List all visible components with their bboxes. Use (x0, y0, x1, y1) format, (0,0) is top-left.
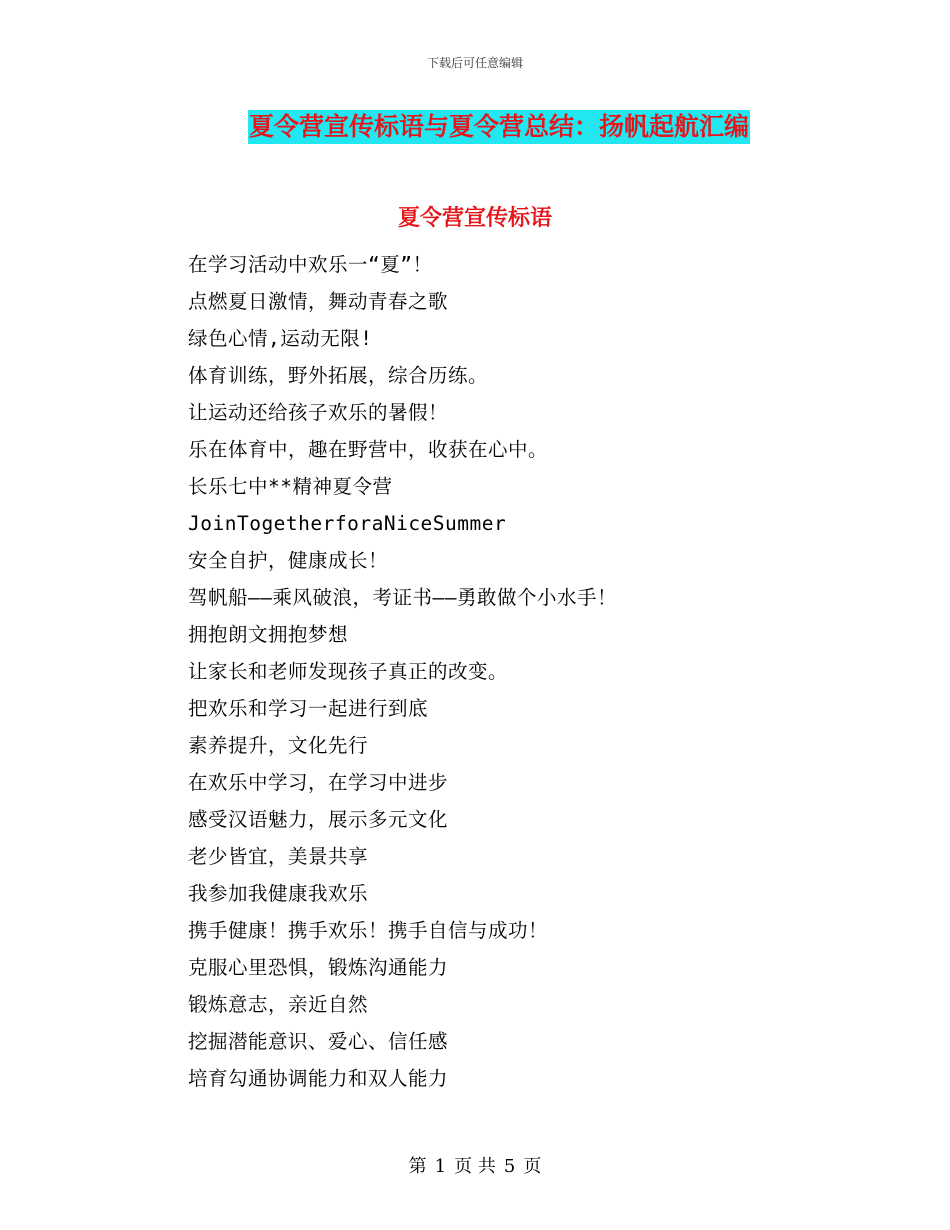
slogan-line: 乐在体育中，趣在野营中，收获在心中。 (188, 438, 549, 461)
slogan-line: 把欢乐和学习一起进行到底 (188, 697, 429, 720)
footer-middle: 页 共 (454, 1156, 496, 1177)
slogan-line: 我参加我健康我欢乐 (188, 882, 369, 905)
slogan-line: 长乐七中**精神夏令营 (188, 475, 393, 498)
main-title-container (0, 110, 950, 144)
slogan-line: 驾帆船——乘风破浪，考证书——勇敢做个小水手！ (188, 586, 617, 609)
slogan-line: 绿色心情,运动无限! (188, 327, 373, 350)
page-footer (0, 1152, 950, 1178)
header-note: 下载后可任意编辑 (426, 56, 523, 70)
slogan-line: 素养提升，文化先行 (188, 734, 369, 757)
main-title: 夏令营宣传标语与夏令营总结：扬帆起航汇编 (248, 110, 750, 144)
slogan-line: 克服心里恐惧，锻炼沟通能力 (188, 956, 449, 979)
slogan-line: 携手健康！携手欢乐！携手自信与成功！ (188, 919, 549, 942)
slogan-line: 感受汉语魅力，展示多元文化 (188, 808, 449, 831)
slogan-list (188, 250, 617, 1101)
footer-suffix: 页 (523, 1156, 542, 1177)
slogan-line: 在欢乐中学习，在学习中进步 (188, 771, 449, 794)
slogan-line: 体育训练，野外拓展，综合历练。 (188, 364, 489, 387)
slogan-line: 点燃夏日激情，舞动青春之歌 (188, 290, 449, 313)
section-title: 夏令营宣传标语 (397, 205, 552, 231)
slogan-line: 锻炼意志，亲近自然 (188, 993, 369, 1016)
slogan-line: JoinTogetherforaNiceSummer (188, 512, 507, 535)
slogan-line: 安全自护，健康成长！ (188, 549, 389, 572)
footer-total-pages: 5 (503, 1156, 516, 1177)
slogan-line: 让运动还给孩子欢乐的暑假！ (188, 401, 449, 424)
slogan-line: 培育勾通协调能力和双人能力 (188, 1067, 449, 1090)
slogan-line: 在学习活动中欢乐一“夏”！ (188, 253, 433, 276)
slogan-line: 老少皆宜，美景共享 (188, 845, 369, 868)
slogan-line: 挖掘潜能意识、爱心、信任感 (188, 1030, 449, 1053)
footer-prefix: 第 (408, 1156, 427, 1177)
slogan-line: 拥抱朗文拥抱梦想 (188, 623, 349, 646)
slogan-line: 让家长和老师发现孩子真正的改变。 (188, 660, 509, 683)
footer-page-number: 1 (434, 1156, 447, 1177)
